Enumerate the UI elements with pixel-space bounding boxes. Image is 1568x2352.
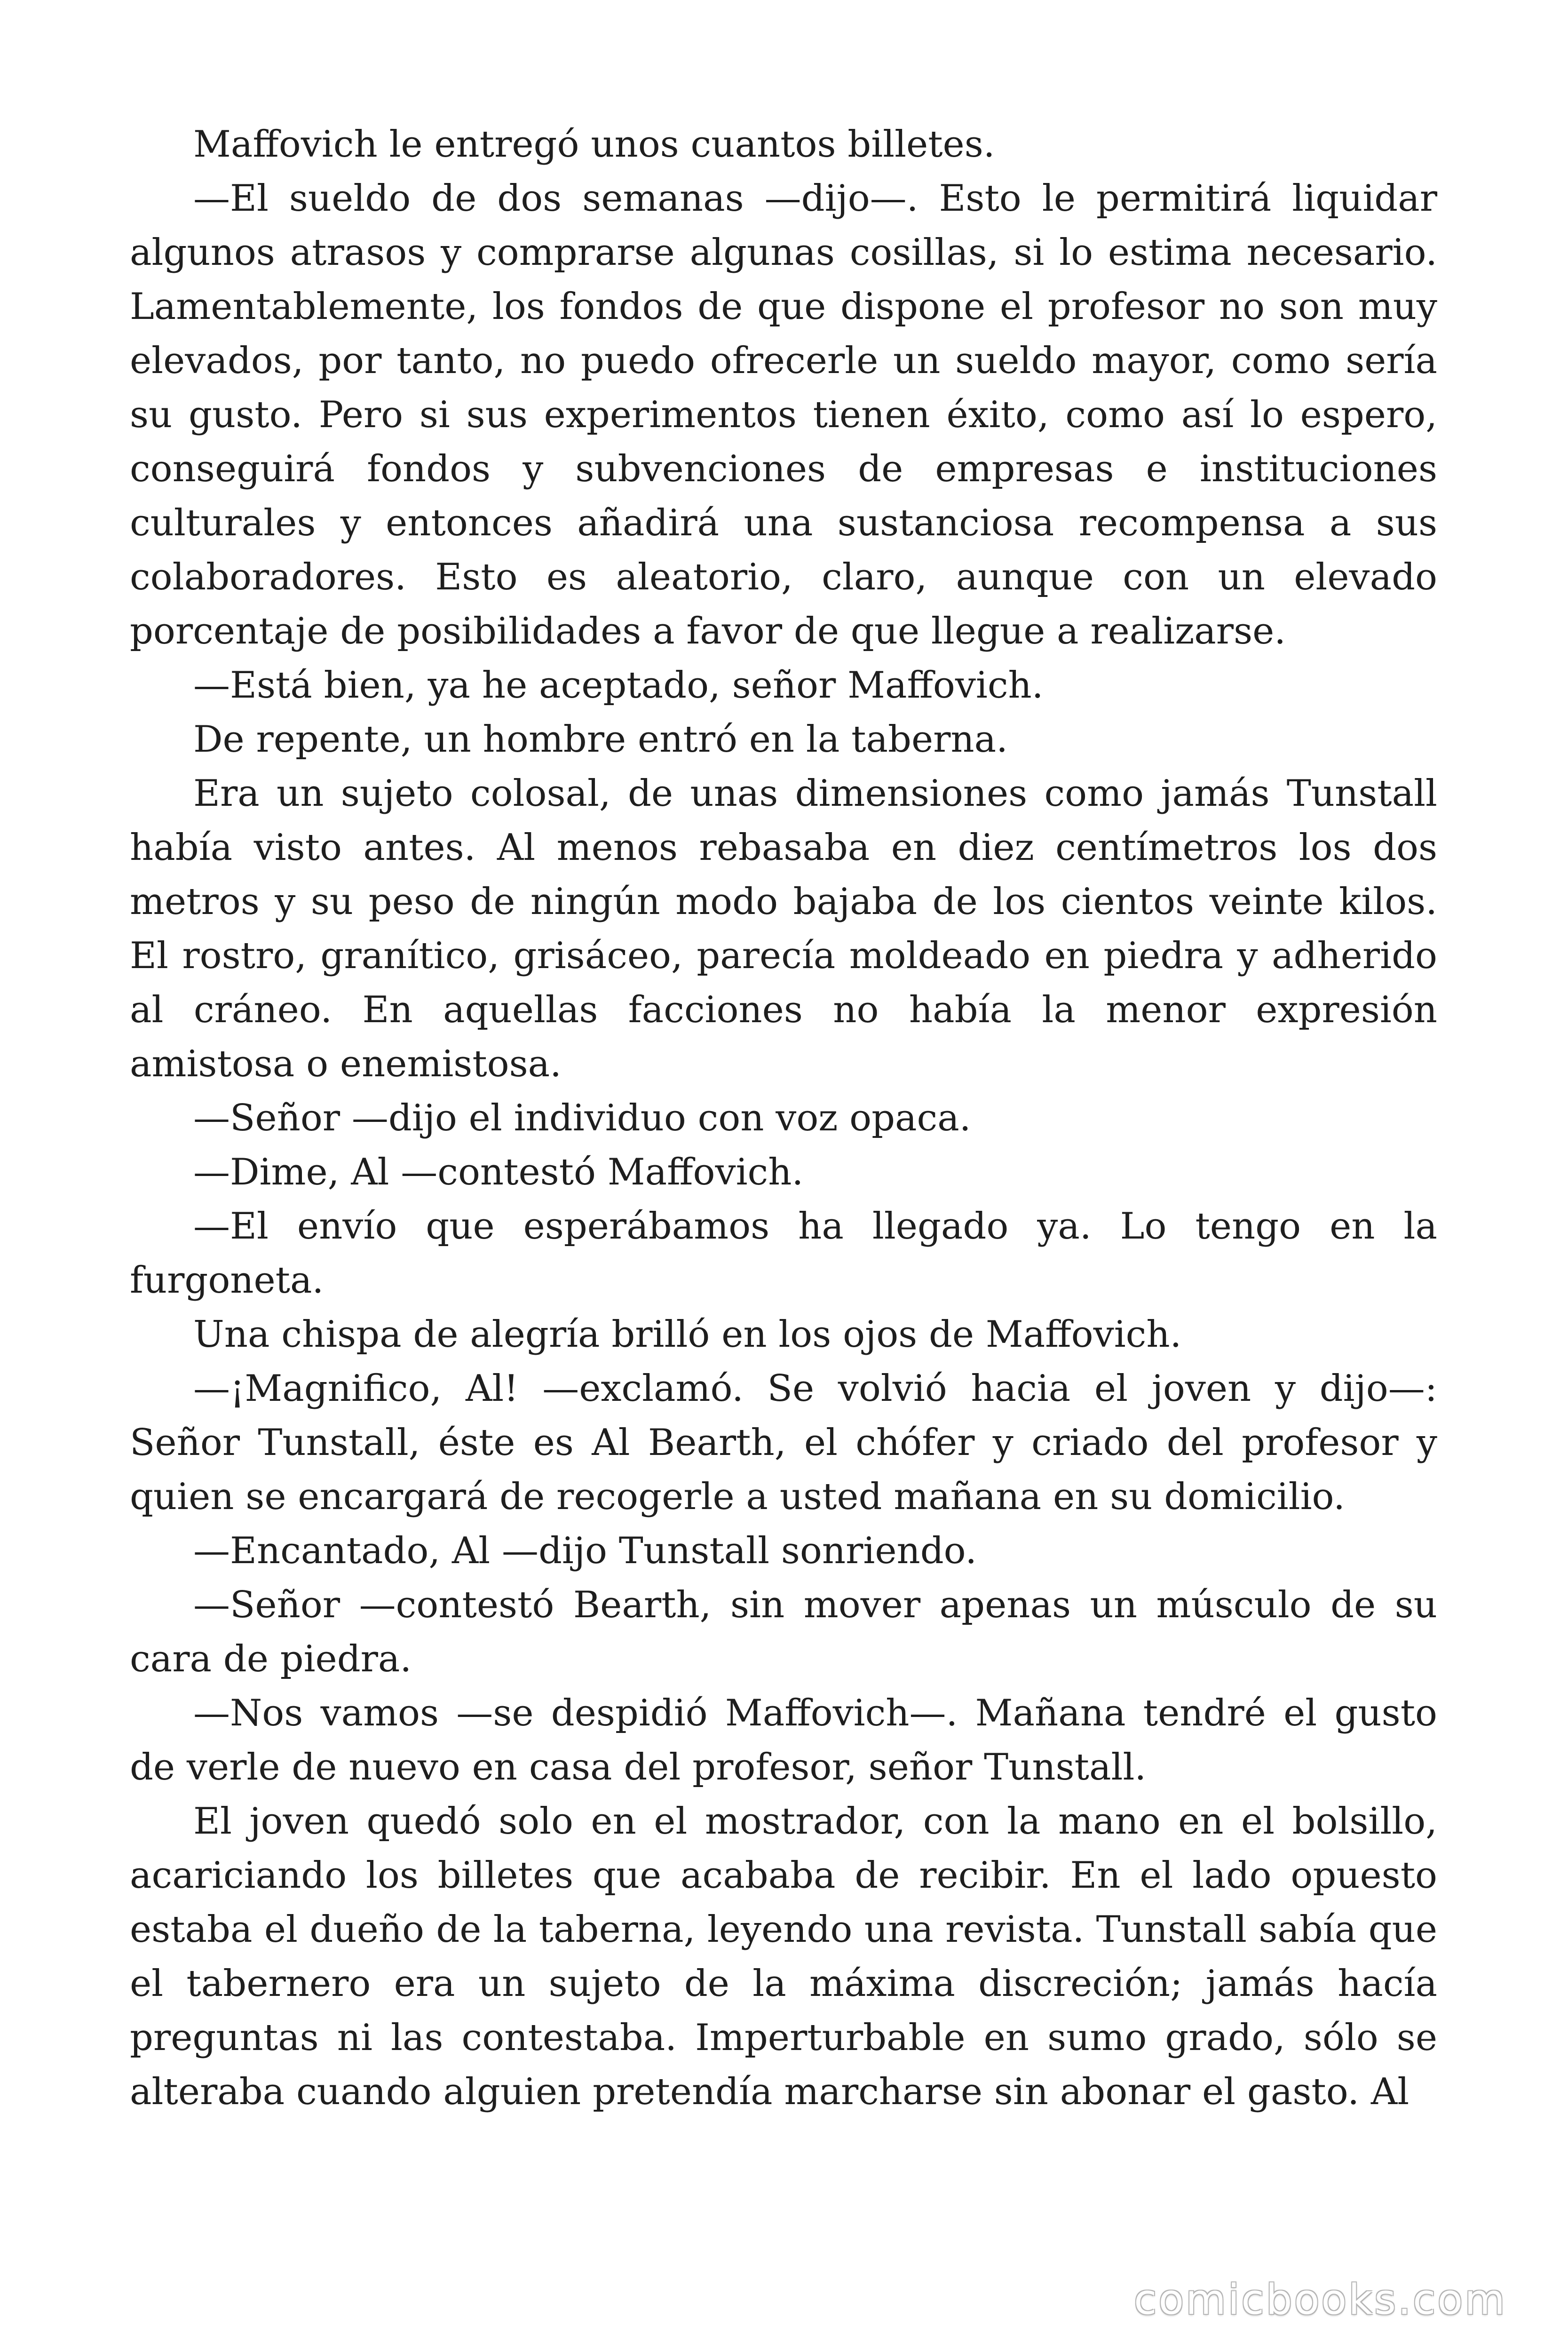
paragraph: —El sueldo de dos semanas —dijo—. Esto le permitirá liquidar algunos atrasos y comprarse algunas cosillas, si lo estima necesario. Lamentablemente, los fondos de que dispone el profesor no son muy elevados, por tanto, no puedo ofrecerle un sueldo mayor, como sería su gusto. Pero si sus experimentos tienen éxito, como así lo espero, conseguirá fondos y subvenciones de empresas e instituciones culturales y entonces añadirá una sustanciosa recompensa a sus colaboradores. Esto es aleatorio, claro, aunque con un elevado porcentaje de posibilidades a favor de que llegue a realizarse.	[130, 177, 1437, 652]
paragraph: —¡Magnifico, Al! —exclamó. Se volvió hacia el joven y dijo—: Señor Tunstall, éste es Al Bearth, el chófer y criado del profesor y quien se encargará de recogerle a usted mañana en su domicilio.	[130, 1367, 1437, 1518]
paragraph: De repente, un hombre entró en la taberna.	[193, 718, 1008, 761]
paragraph: —Encantado, Al —dijo Tunstall sonriendo.	[193, 1530, 977, 1572]
paragraph: —Señor —dijo el individuo con voz opaca.	[193, 1097, 971, 1139]
page-body	[130, 118, 1437, 2119]
paragraph: —Está bien, ya he aceptado, señor Maffovich.	[193, 664, 1044, 707]
paragraph: Una chispa de alegría brilló en los ojos de Maffovich.	[193, 1313, 1182, 1356]
paragraph: El joven quedó solo en el mostrador, con la mano en el bolsillo, acariciando los billetes que acababa de recibir. En el lado opuesto estaba el dueño de la taberna, leyendo una revista. Tunstall sabía que el tabernero era un sujeto de la máxima discreción; jamás hacía preguntas ni las contestaba. Imperturbable en sumo grado, sólo se alteraba cuando alguien pretendía marcharse sin abonar el gasto. Al	[130, 1800, 1437, 2113]
paragraph: Maffovich le entregó unos cuantos billetes.	[193, 123, 995, 166]
watermark: comicbooks.com	[1133, 2275, 1507, 2324]
paragraph: —El envío que esperábamos ha llegado ya. Lo tengo en la furgoneta.	[130, 1205, 1437, 1302]
paragraph: —Señor —contestó Bearth, sin mover apenas un músculo de su cara de piedra.	[130, 1584, 1437, 1680]
paragraph: —Dime, Al —contestó Maffovich.	[193, 1151, 804, 1193]
paragraph: Era un sujeto colosal, de unas dimensiones como jamás Tunstall había visto antes. Al menos rebasaba en diez centímetros los dos metros y su peso de ningún modo bajaba de los cientos veinte kilos. El rostro, granítico, grisáceo, parecía moldeado en piedra y adherido al cráneo. En aquellas facciones no había la menor expresión amistosa o enemistosa.	[130, 772, 1437, 1085]
paragraph: —Nos vamos —se despidió Maffovich—. Mañana tendré el gusto de verle de nuevo en casa del profesor, señor Tunstall.	[130, 1692, 1437, 1788]
